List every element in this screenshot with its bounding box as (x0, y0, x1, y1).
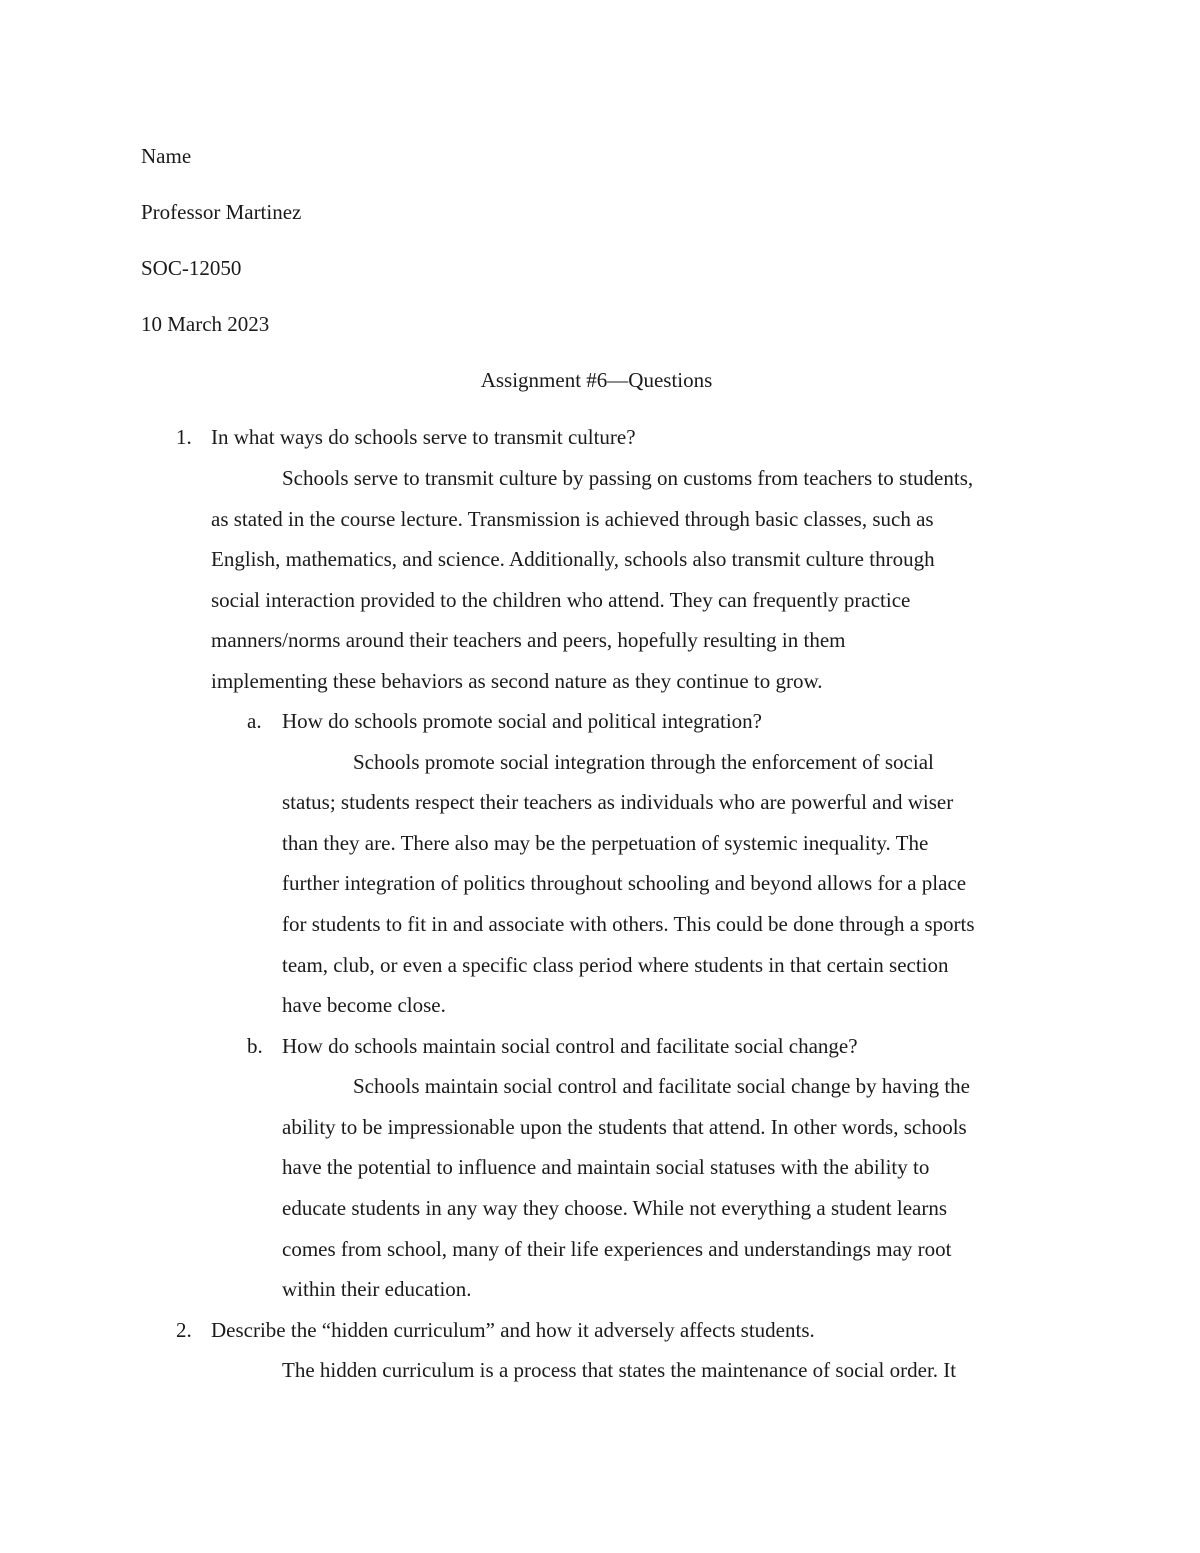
answer-line: Schools maintain social control and facilitate social change by having the (353, 1074, 970, 1098)
answer-line: The hidden curriculum is a process that states the maintenance of social order. It (282, 1358, 957, 1382)
subquestion-label: b. (247, 1034, 263, 1058)
subquestion-label: a. (247, 709, 262, 733)
course-code: SOC-12050 (141, 256, 242, 280)
question-text: In what ways do schools serve to transmit culture? (211, 425, 636, 449)
question-text: Describe the “hidden curriculum” and how it adversely affects students. (211, 1318, 815, 1342)
answer-line: comes from school, many of their life experiences and understandings may root (282, 1237, 952, 1261)
answer-line: have become close. (282, 993, 446, 1017)
answer-line: Schools serve to transmit culture by passing on customs from teachers to students, (282, 466, 974, 490)
answer-line: educate students in any way they choose. While not everything a student learns (282, 1196, 948, 1220)
answer-line: as stated in the course lecture. Transmission is achieved through basic classes, such as (211, 507, 934, 531)
answer-line: status; students respect their teachers as individuals who are powerful and wiser (282, 790, 954, 814)
answer-line: Schools promote social integration through the enforcement of social (353, 750, 934, 774)
answer-line: further integration of politics throughout schooling and beyond allows for a place (282, 871, 967, 895)
document-title: Assignment #6—Questions (480, 368, 713, 392)
answer-line: for students to fit in and associate with others. This could be done through a sports (282, 912, 975, 936)
question-number: 1. (176, 425, 192, 449)
answer-line: than they are. There also may be the perpetuation of systemic inequality. The (282, 831, 929, 855)
answer-line: team, club, or even a specific class period where students in that certain section (282, 953, 949, 977)
answer-line: within their education. (282, 1277, 472, 1301)
answer-line: social interaction provided to the children who attend. They can frequently practice (211, 588, 911, 612)
professor-name: Professor Martinez (141, 200, 302, 224)
answer-line: implementing these behaviors as second nature as they continue to grow. (211, 669, 823, 693)
subquestion-text: How do schools promote social and political integration? (282, 709, 762, 733)
answer-line: English, mathematics, and science. Additionally, schools also transmit culture through (211, 547, 935, 571)
answer-line: manners/norms around their teachers and peers, hopefully resulting in them (211, 628, 846, 652)
question-number: 2. (176, 1318, 192, 1342)
document-date: 10 March 2023 (141, 312, 270, 336)
answer-line: ability to be impressionable upon the students that attend. In other words, schools (282, 1115, 967, 1139)
subquestion-text: How do schools maintain social control and facilitate social change? (282, 1034, 858, 1058)
answer-line: have the potential to influence and maintain social statuses with the ability to (282, 1155, 930, 1179)
student-name: Name (141, 144, 192, 168)
